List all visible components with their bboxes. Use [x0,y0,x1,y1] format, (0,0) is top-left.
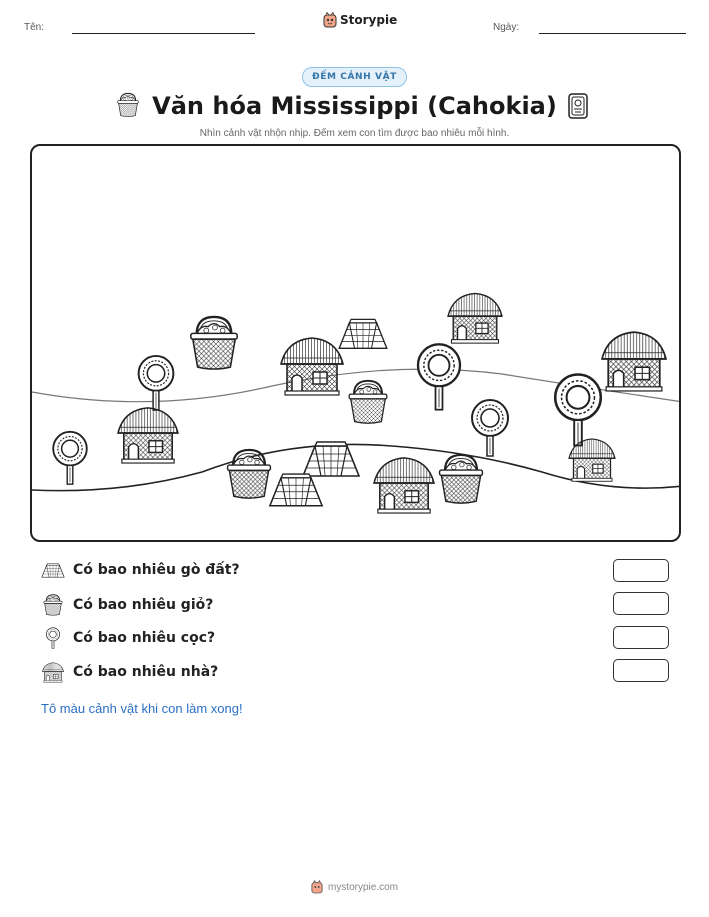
post-item [53,432,87,484]
question-row [41,594,213,616]
basket-item [349,381,387,423]
carved-stone-icon [567,92,589,120]
basket-item [440,455,483,503]
answer-box-houses[interactable] [613,659,669,682]
question-row [41,561,240,579]
question-text: Có bao nhiêu cọc? [73,630,216,646]
basket-icon [41,594,65,616]
footer [0,880,709,894]
question-row [41,661,218,683]
coloring-note: Tô màu cảnh vật khi con làm xong! [41,701,243,716]
answer-box-posts[interactable] [613,626,669,649]
mound-icon [41,561,65,579]
question-text: Có bao nhiêu giỏ? [73,597,214,613]
question-text: Có bao nhiêu gò đất? [73,562,240,578]
post-item [472,400,508,456]
name-label: Tên: [24,22,45,33]
basket-item [228,450,271,498]
house-icon [41,661,65,683]
post-icon [41,627,65,649]
post-item [555,375,601,446]
house-item [569,439,615,481]
answer-box-baskets[interactable] [613,592,669,615]
house-item [448,293,502,343]
brand-logo [323,12,397,28]
post-item [418,344,460,409]
scene-illustration [32,146,681,542]
counting-scene [30,144,681,542]
answer-box-mounds[interactable] [613,559,669,582]
house-item [281,338,343,395]
question-row [41,627,215,649]
footer-url[interactable]: mystorypie.com [327,881,398,893]
mound-item [270,474,322,506]
house-item [602,332,666,391]
basket-item [191,317,237,369]
name-line[interactable] [72,33,255,34]
page-subtitle: Nhìn cảnh vật nhộn nhịp. Đếm xem con tìm được bao nhiêu mỗi hình. [199,128,510,139]
page-title: Văn hóa Mississippi (Cahokia) [152,92,557,120]
brand-name: Storypie [340,13,398,27]
house-item [374,458,434,513]
storypie-mascot-icon [323,12,337,28]
mound-item [339,319,387,348]
date-label: Ngày: [493,22,520,33]
worksheet-badge: ĐẾM CẢNH VẬT [302,67,407,87]
house-item [118,408,178,463]
question-text: Có bao nhiêu nhà? [73,664,219,680]
storypie-mascot-icon [311,880,323,894]
date-line[interactable] [539,33,686,34]
